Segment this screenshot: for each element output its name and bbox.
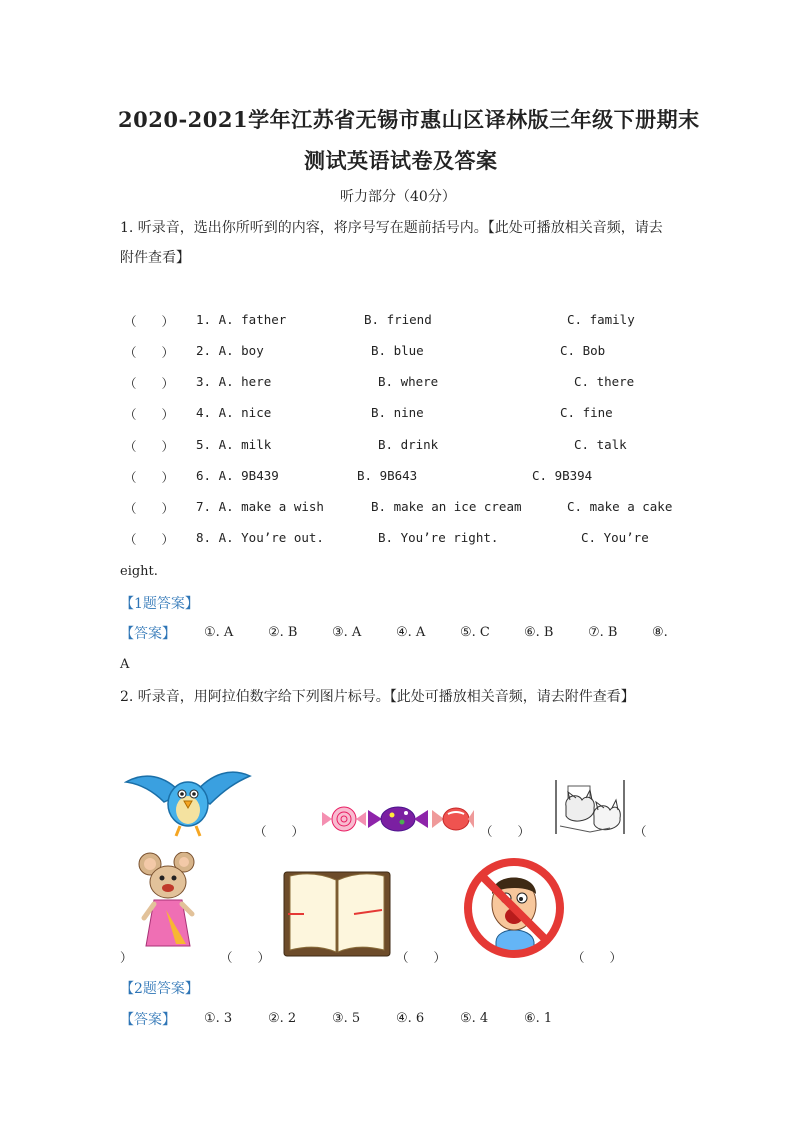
bird-picture (124, 754, 252, 842)
q1-answer-7: ⑦. B (588, 625, 618, 640)
q1-answer-heading: 【1题答案】 (120, 596, 199, 612)
q2-answer-4: ④. 6 (396, 1011, 425, 1026)
q2-answer-6: ⑥. 1 (524, 1011, 553, 1026)
no-shouting-picture (462, 856, 566, 964)
picture-answer-paren-5: （ ） (572, 950, 623, 965)
picture-answer-paren-1: （ ） (254, 824, 305, 839)
q1-answer-4: ④. A (396, 625, 426, 640)
picture-open-paren: （ (634, 824, 647, 839)
option-a: 4. A. nice (196, 405, 272, 420)
page-title-line2: 测试英语试卷及答案 (304, 148, 498, 173)
q2-answer-1: ①. 3 (204, 1011, 233, 1026)
q2-answer-2: ②. 2 (268, 1011, 297, 1026)
q1-answer-8: ⑧. (652, 625, 668, 640)
q1-answer-1: ①. A (204, 625, 234, 640)
option-b: B. drink (378, 437, 439, 452)
q1-answer-5: ⑤. C (460, 625, 490, 640)
q2-instruction: 2. 听录音，用阿拉伯数字给下列图片标号。【此处可播放相关音频，请去附件查看】 (120, 689, 635, 705)
answer-paren: （ ） (124, 501, 175, 516)
q1-answer-label: 【答案】 (120, 626, 176, 642)
option-b: B. friend (364, 312, 432, 327)
option-c: C. make a cake (567, 499, 673, 514)
option-b: B. nine (371, 405, 424, 420)
option-a: 2. A. boy (196, 343, 264, 358)
answer-paren: （ ） (124, 470, 175, 485)
option-a: 5. A. milk (196, 437, 272, 452)
option-a: 8. A. You’re out. (196, 530, 324, 545)
q2-answer-label: 【答案】 (120, 1012, 176, 1028)
answer-paren: （ ） (124, 376, 175, 391)
answer-paren: （ ） (124, 407, 175, 422)
q2-answer-heading: 【2题答案】 (120, 981, 199, 997)
candies-picture (320, 804, 476, 838)
option-c: C. You’re (581, 530, 649, 545)
answer-paren: （ ） (124, 532, 175, 547)
option-c: C. 9B394 (532, 468, 593, 483)
q2-answer-5: ⑤. 4 (460, 1011, 489, 1026)
open-book-picture (282, 868, 392, 962)
mouse-girl-picture (136, 852, 200, 956)
q1-instruction-line2: 附件查看】 (120, 250, 190, 266)
q1-answer-3: ③. A (332, 625, 362, 640)
option-b: B. You’re right. (378, 530, 499, 545)
answer-paren: （ ） (124, 345, 175, 360)
option-a: 1. A. father (196, 312, 287, 327)
option-a: 3. A. here (196, 374, 272, 389)
cats-drawing-picture (550, 776, 630, 840)
q1-answer-6: ⑥. B (524, 625, 554, 640)
option-c: C. fine (560, 405, 613, 420)
picture-answer-paren-2: （ ） (480, 824, 531, 839)
answer-paren: （ ） (124, 314, 175, 329)
picture-answer-paren-4: （ ） (396, 950, 447, 965)
picture-answer-paren-3: （ ） (220, 950, 271, 965)
option-b: B. where (378, 374, 439, 389)
page-title-line1: 2020-2021学年江苏省无锡市惠山区译林版三年级下册期末 (118, 107, 700, 132)
option-b: B. blue (371, 343, 424, 358)
q1-item-8-wrap: eight. (120, 564, 158, 579)
q2-answer-3: ③. 5 (332, 1011, 361, 1026)
q1-answer-2: ②. B (268, 625, 298, 640)
q1-instruction-line1: 1. 听录音，选出你所听到的内容，将序号写在题前括号内。【此处可播放相关音频，请去 (120, 220, 663, 236)
option-b: B. make an ice cream (371, 499, 522, 514)
option-a: 6. A. 9B439 (196, 468, 279, 483)
option-c: C. Bob (560, 343, 606, 358)
option-c: C. family (567, 312, 635, 327)
option-c: C. talk (574, 437, 627, 452)
picture-close-paren: ） (120, 950, 133, 965)
option-b: B. 9B643 (357, 468, 418, 483)
section-subtitle: 听力部分（40分） (340, 189, 456, 205)
option-a: 7. A. make a wish (196, 499, 324, 514)
answer-paren: （ ） (124, 439, 175, 454)
q1-answer-wrap: A (120, 657, 130, 672)
option-c: C. there (574, 374, 635, 389)
